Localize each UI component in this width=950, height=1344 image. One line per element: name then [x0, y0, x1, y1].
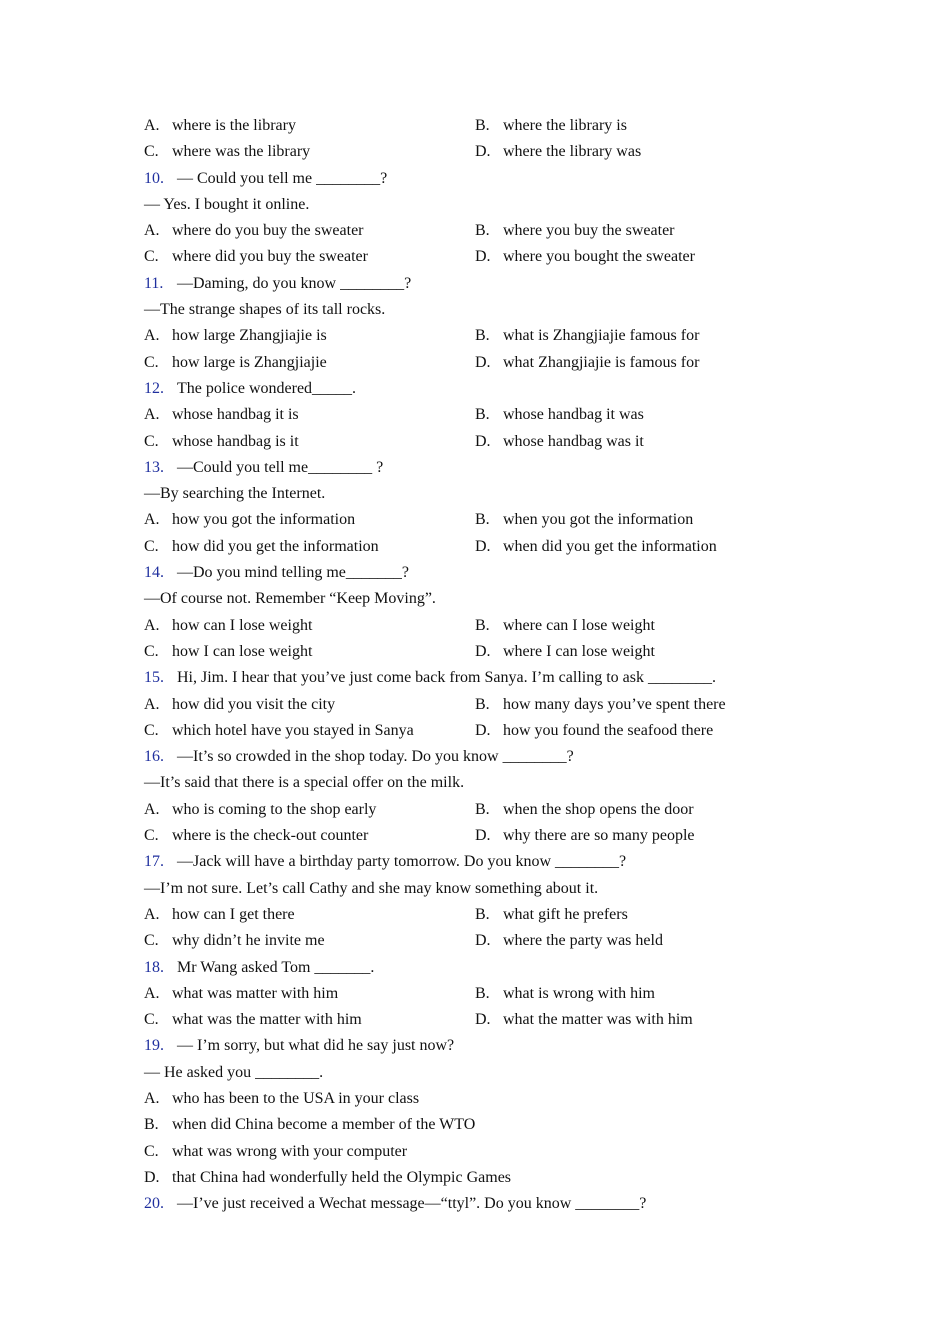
option-c: C. where did you buy the sweater	[144, 248, 368, 266]
question-stem: 15. Hi, Jim. I hear that you’ve just come back from Sanya. I’m calling to ask ________.	[144, 665, 794, 691]
question-stem: 12. The police wondered_____.	[144, 376, 794, 402]
question-number: 16.	[144, 748, 164, 766]
option-b: B. where you buy the sweater	[475, 222, 675, 240]
exam-page	[144, 113, 794, 1217]
question-number: 18.	[144, 958, 164, 976]
option-a: A. whose handbag it is	[144, 406, 299, 424]
option-c: C. why didn’t he invite me	[144, 932, 325, 950]
option-row	[144, 218, 794, 244]
option-c: C. what was wrong with your computer	[144, 1142, 408, 1160]
option-row	[144, 1007, 794, 1033]
option-b: B. what is Zhangjiajie famous for	[475, 327, 700, 345]
option-d: D. that China had wonderfully held the Olympic Games	[144, 1168, 512, 1186]
option-a: A. how can I lose weight	[144, 616, 313, 634]
question-number: 11.	[144, 274, 164, 292]
option-a: A. how large Zhangjiajie is	[144, 327, 327, 345]
question-stem: 13. —Could you tell me________ ?	[144, 455, 794, 481]
option-d: D. where you bought the sweater	[475, 248, 695, 266]
option-b: B. what is wrong with him	[475, 984, 655, 1002]
option-c: C. what was the matter with him	[144, 1011, 362, 1029]
option-a: A. how did you visit the city	[144, 695, 336, 713]
option-row	[144, 928, 794, 954]
option-c: C. how large is Zhangjiajie	[144, 353, 327, 371]
question-stem: 17. —Jack will have a birthday party tomorrow. Do you know ________?	[144, 849, 794, 875]
option-d: D. where the library was	[475, 143, 642, 161]
option-b: B. whose handbag it was	[475, 406, 644, 424]
option-row	[144, 402, 794, 428]
option-d: D. what the matter was with him	[475, 1011, 693, 1029]
option-row	[144, 113, 794, 139]
question-reply: —It’s said that there is a special offer on the milk.	[144, 774, 465, 792]
option-c: C. how I can lose weight	[144, 642, 313, 660]
option-c: C. whose handbag is it	[144, 432, 299, 450]
question-reply: — He asked you ________.	[144, 1063, 324, 1081]
question-stem: 16. —It’s so crowded in the shop today. Do you know ________?	[144, 744, 794, 770]
option-d: D. where the party was held	[475, 932, 663, 950]
option-d: D. whose handbag was it	[475, 432, 644, 450]
option-b: B. when you got the information	[475, 511, 694, 529]
option-row	[144, 639, 794, 665]
question-stem: 19. — I’m sorry, but what did he say just now?	[144, 1033, 794, 1059]
question-reply: —The strange shapes of its tall rocks.	[144, 301, 386, 319]
option-b: B. when did China become a member of the WTO	[144, 1116, 476, 1134]
option-a: A. how can I get there	[144, 905, 295, 923]
question-number: 10.	[144, 169, 164, 187]
option-d: D. how you found the seafood there	[475, 721, 714, 739]
option-d: D. when did you get the information	[475, 537, 717, 555]
question-stem: 18. Mr Wang asked Tom _______.	[144, 955, 794, 981]
option-b: B. when the shop opens the door	[475, 800, 694, 818]
question-number: 19.	[144, 1037, 164, 1055]
option-row	[144, 823, 794, 849]
option-b: B. what gift he prefers	[475, 905, 628, 923]
option-row	[144, 797, 794, 823]
option-d: D. where I can lose weight	[475, 642, 655, 660]
question-number: 15.	[144, 669, 164, 687]
option-row	[144, 981, 794, 1007]
option-row	[144, 613, 794, 639]
option-a: A. what was matter with him	[144, 984, 339, 1002]
option-a: A. who is coming to the shop early	[144, 800, 377, 818]
option-row	[144, 350, 794, 376]
option-row	[144, 323, 794, 349]
question-number: 13.	[144, 458, 164, 476]
option-a: A. where is the library	[144, 117, 296, 134]
question-stem: 10. — Could you tell me ________?	[144, 166, 794, 192]
option-a: A. who has been to the USA in your class	[144, 1089, 420, 1107]
option-c: C. where is the check-out counter	[144, 827, 369, 845]
option-row	[144, 507, 794, 533]
option-a: A. where do you buy the sweater	[144, 222, 364, 240]
option-c: C. how did you get the information	[144, 537, 379, 555]
option-c: C. which hotel have you stayed in Sanya	[144, 721, 414, 739]
question-reply: —Of course not. Remember “Keep Moving”.	[144, 590, 436, 608]
option-d: D. why there are so many people	[475, 827, 695, 845]
option-row	[144, 692, 794, 718]
option-b: B. where the library is	[475, 117, 627, 134]
option-row	[144, 429, 794, 455]
option-row	[144, 534, 794, 560]
option-d: D. what Zhangjiajie is famous for	[475, 353, 700, 371]
option-a: A. how you got the information	[144, 511, 356, 529]
option-b: B. how many days you’ve spent there	[475, 695, 726, 713]
question-reply: —By searching the Internet.	[144, 485, 326, 503]
question-number: 20.	[144, 1195, 164, 1213]
question-stem: 11. —Daming, do you know ________?	[144, 271, 794, 297]
question-number: 12.	[144, 379, 164, 397]
option-c: C. where was the library	[144, 143, 311, 161]
question-number: 17.	[144, 853, 164, 871]
question-reply: — Yes. I bought it online.	[144, 195, 310, 213]
option-row	[144, 718, 794, 744]
question-stem: 20. —I’ve just received a Wechat message—“ttyl”. Do you know ________?	[144, 1191, 794, 1217]
option-row	[144, 902, 794, 928]
question-stem: 14. —Do you mind telling me_______?	[144, 560, 794, 586]
option-row	[144, 244, 794, 270]
option-b: B. where can I lose weight	[475, 616, 655, 634]
option-row	[144, 139, 794, 165]
question-number: 14.	[144, 564, 164, 582]
question-reply: —I’m not sure. Let’s call Cathy and she may know something about it.	[144, 879, 599, 897]
